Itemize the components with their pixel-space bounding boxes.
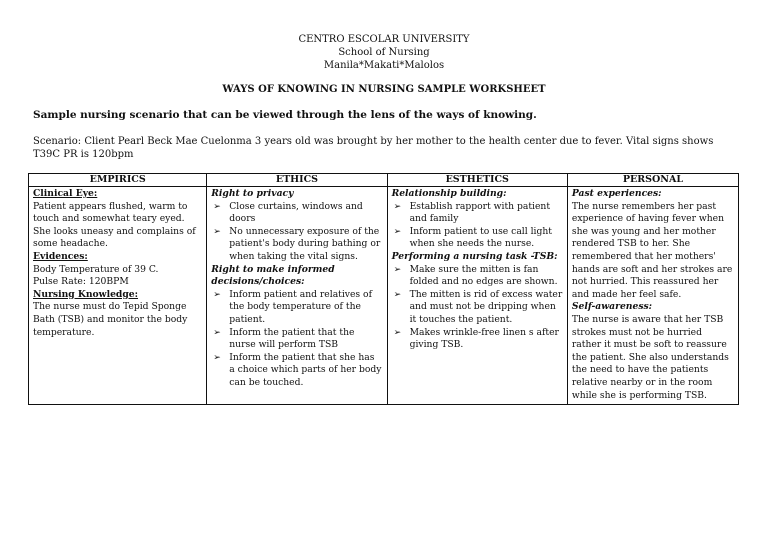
ways-of-knowing-table xyxy=(28,173,739,405)
self-awareness-text: The nurse is aware that her TSB strokes must not be hurried rather it must be soft to reassure the patient. She also understands the need to have the patients relative nearby or in the room while she is performing TSB. xyxy=(571,313,729,401)
empirics-cell xyxy=(29,187,207,405)
university-name: CENTRO ESCOLAR UNIVERSITY xyxy=(298,34,470,45)
evidences-label: Evidences: xyxy=(33,250,88,262)
past-experiences-label: Past experiences: xyxy=(571,188,662,199)
scenario-text: Scenario: Client Pearl Beck Mae Cuelonma 3 years old was brought by her mother to the health center due to fever. Vital signs shows T39C PR is 120bpm xyxy=(33,136,714,160)
list-item xyxy=(392,264,563,289)
list-item-text: Close curtains, windows and doors xyxy=(229,200,363,225)
evidence-item: Body Temperature of 39 C. xyxy=(33,263,159,275)
worksheet-title: WAYS OF KNOWING IN NURSING SAMPLE WORKSHEET xyxy=(222,84,546,95)
list-item xyxy=(392,289,563,327)
list-item-text: No unnecessary exposure of the patient's body during bathing or when taking the vital signs. xyxy=(229,225,381,262)
header-ethics: ETHICS xyxy=(207,174,387,187)
list-item-text: The mitten is rid of excess water and must not be dripping when it touches the patient. xyxy=(409,288,563,325)
privacy-label: Right to privacy xyxy=(211,188,294,199)
list-item-text: Makes wrinkle-free linen s after giving TSB. xyxy=(409,326,559,351)
nursing-knowledge-label: Nursing Knowledge: xyxy=(33,288,139,300)
arrow-bullet-icon: ➢ xyxy=(393,226,402,237)
list-item-text: Inform the patient that she has a choice which parts of her body can be touched. xyxy=(229,351,382,388)
list-item-text: Make sure the mitten is fan folded and no edges are shown. xyxy=(409,263,558,288)
arrow-bullet-icon: ➢ xyxy=(393,264,402,275)
past-experiences-text: The nurse remembers her past experience of having fever when she was young and her mother rendered TSB to her. She remembered that her mothers' hands are soft and her strokes are not hurried. This reassured her and made her feel safe. xyxy=(571,200,733,300)
arrow-bullet-icon: ➢ xyxy=(213,352,221,363)
list-item xyxy=(392,327,563,352)
list-item xyxy=(392,226,563,251)
clinical-eye-text: Patient appears flushed, warm to touch and somewhat teary eyed. She looks uneasy and complains of some headache. xyxy=(33,200,196,250)
header-personal: PERSONAL xyxy=(567,174,738,187)
campuses: Manila*Makati*Malolos xyxy=(323,60,445,71)
list-item-text: Inform the patient that the nurse will perform TSB xyxy=(229,326,355,351)
list-item-text: Inform patient to use call light when she needs the nurse. xyxy=(409,225,552,250)
arrow-bullet-icon: ➢ xyxy=(393,289,402,300)
arrow-bullet-icon: ➢ xyxy=(393,201,402,212)
arrow-bullet-icon: ➢ xyxy=(213,289,221,300)
table-row xyxy=(29,187,739,405)
nursing-task-label: Performing a nursing task -TSB: xyxy=(391,250,558,262)
informed-decisions-label: Right to make informed decisions/choices: xyxy=(211,263,335,288)
arrow-bullet-icon: ➢ xyxy=(213,201,221,212)
list-item xyxy=(211,289,382,327)
list-item xyxy=(211,201,382,226)
header-empirics: EMPIRICS xyxy=(29,174,207,187)
list-item xyxy=(211,352,382,390)
list-item xyxy=(211,327,382,352)
intro-text: Sample nursing scenario that can be viewed through the lens of the ways of knowing. xyxy=(33,109,537,121)
arrow-bullet-icon: ➢ xyxy=(213,226,221,237)
nursing-knowledge-text: The nurse must do Tepid Sponge Bath (TSB) and monitor the body temperature. xyxy=(33,301,188,338)
relationship-label: Relationship building: xyxy=(391,188,507,199)
header-esthetics: ESTHETICS xyxy=(387,174,567,187)
table-header-row xyxy=(29,174,739,187)
arrow-bullet-icon: ➢ xyxy=(393,327,402,338)
school-name: School of Nursing xyxy=(338,47,430,58)
list-item xyxy=(211,226,382,264)
personal-cell xyxy=(567,187,738,405)
arrow-bullet-icon: ➢ xyxy=(213,327,221,338)
self-awareness-label: Self-awareness: xyxy=(571,301,653,313)
evidence-item: Pulse Rate: 120BPM xyxy=(33,276,129,288)
ethics-cell xyxy=(207,187,387,405)
list-item-text: Establish rapport with patient and family xyxy=(409,200,551,225)
list-item-text: Inform patient and relatives of the body temperature of the patient. xyxy=(229,288,372,325)
esthetics-cell xyxy=(387,187,567,405)
clinical-eye-label: Clinical Eye: xyxy=(33,188,98,199)
list-item xyxy=(392,201,563,226)
